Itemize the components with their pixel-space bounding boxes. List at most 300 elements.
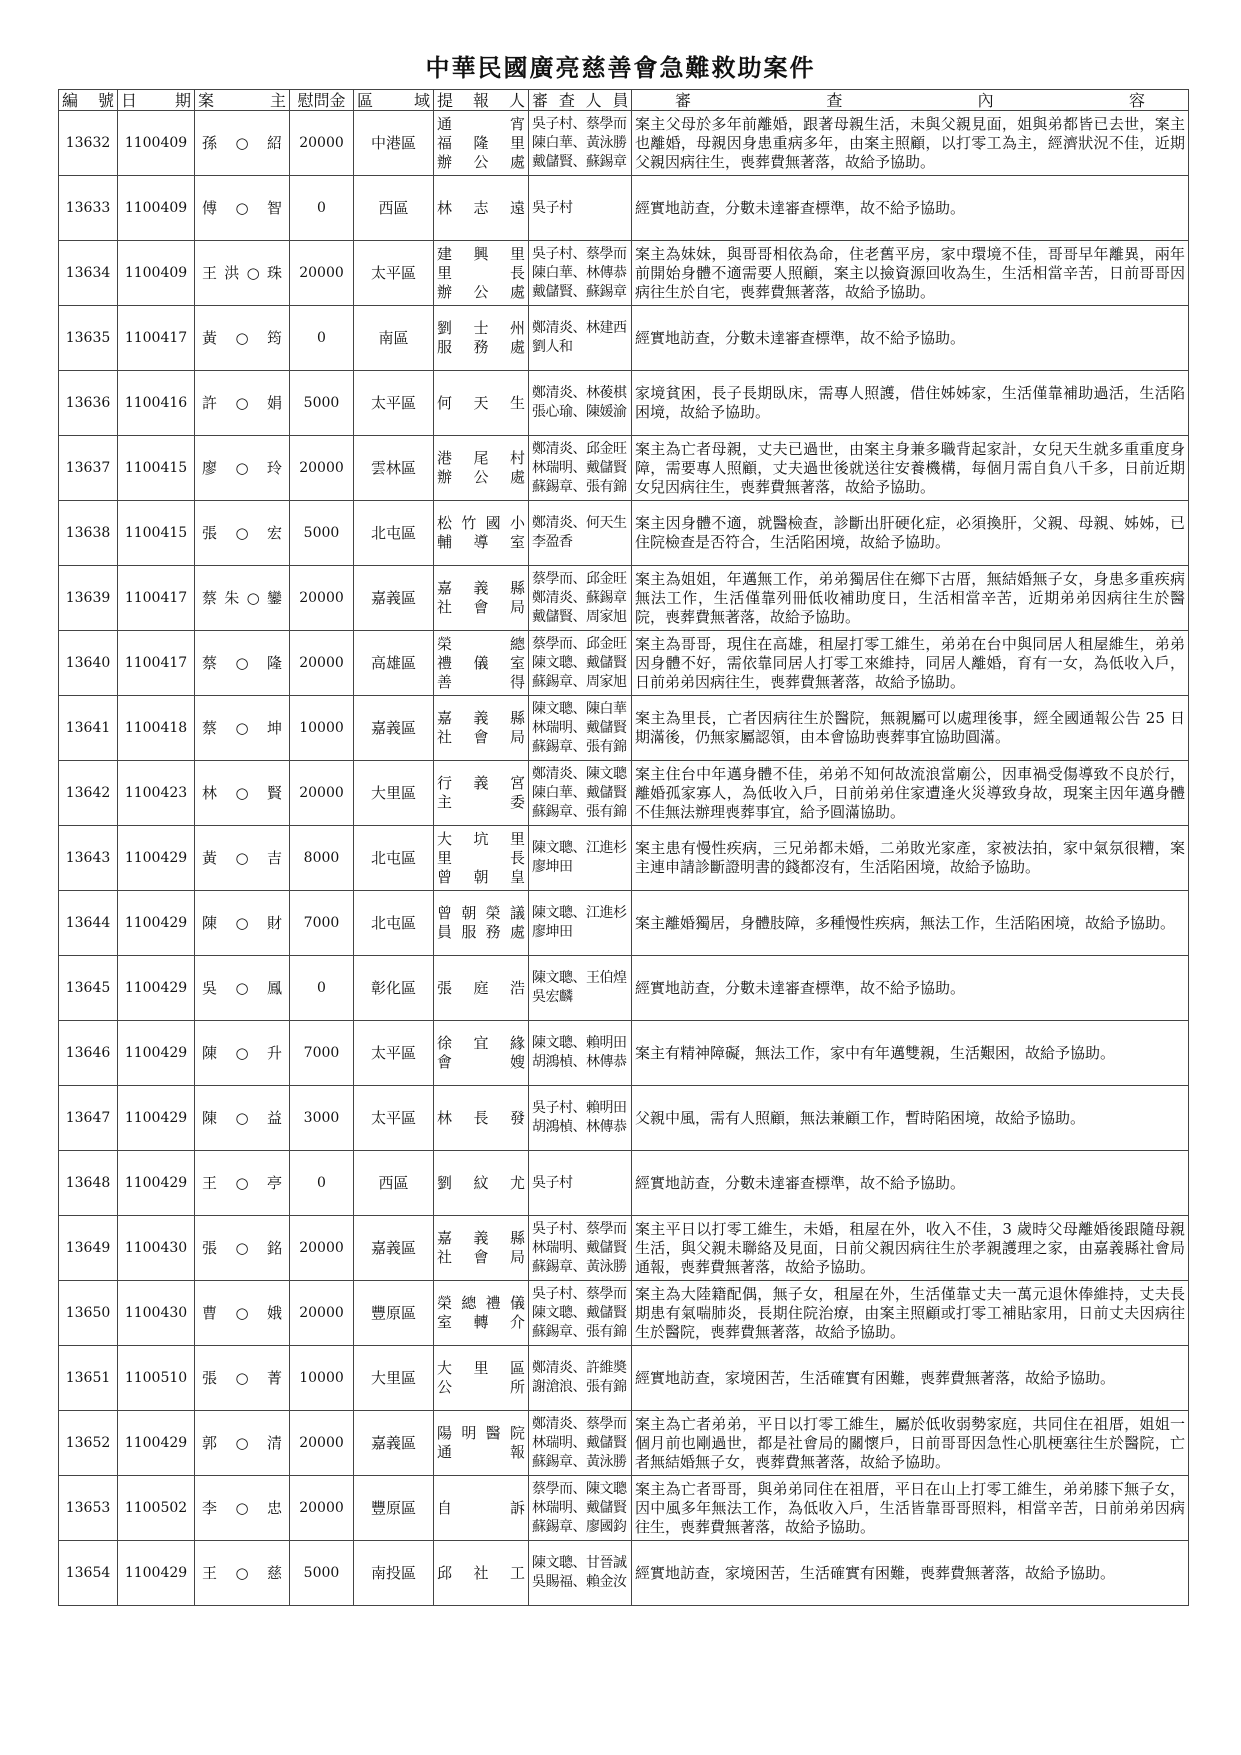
reviewer-line: 陳白華、林傳恭 [532, 264, 627, 281]
case-reporter [434, 566, 529, 631]
case-reporter [434, 1346, 529, 1411]
reviewer-line: 吳子村 [532, 199, 573, 216]
reviewer-line: 廖坤田 [532, 859, 573, 875]
reviewer-line: 陳文聰、戴儲賢 [532, 654, 627, 671]
case-date: 1100429 [118, 1151, 195, 1216]
name-char: 許 [202, 393, 218, 412]
relief-amount: 20000 [290, 111, 354, 176]
header-id [59, 90, 118, 111]
name-char: ○ [235, 393, 249, 412]
case-subject-name [195, 501, 290, 566]
review-content: 案主父母於多年前離婚，跟著母親生活，未與父親見面，姐與弟都皆已去世，案主也離婚，母親因身患重病多年，由案主照顧，以打零工為主，經濟狀況不佳，近期父親因病往生，喪葬費無著落，故給予協助。 [632, 111, 1189, 176]
case-reporter [434, 696, 529, 761]
name-char: ○ [235, 978, 249, 997]
reviewer-line: 戴儲賢、蘇錫章 [532, 153, 627, 170]
reporter-line: 辦 公 處 [437, 282, 525, 301]
review-content: 父親中風，需有人照顧，無法兼顧工作，暫時陷困境，故給予協助。 [632, 1086, 1189, 1151]
header-char: 主 [269, 90, 286, 110]
name-char: 智 [266, 198, 282, 217]
reviewer-line: 謝滄浪、張有錦 [532, 1379, 627, 1395]
case-area: 中港區 [354, 111, 434, 176]
case-subject-name [195, 306, 290, 371]
case-date: 1100429 [118, 1021, 195, 1086]
case-date: 1100417 [118, 306, 195, 371]
name-char: 曹 [202, 1303, 218, 1322]
reviewer-line: 鄭清炎、林葰棋 [532, 385, 627, 401]
name-char: ○ [235, 913, 249, 932]
name-char: 蔡 [202, 588, 218, 607]
name-char: 蔡 [202, 718, 218, 737]
relief-amount: 8000 [290, 826, 354, 891]
name-char: 清 [266, 1433, 282, 1452]
header-date [118, 90, 195, 111]
case-reviewers [529, 631, 632, 696]
case-reporter [434, 1021, 529, 1086]
case-reporter [434, 1216, 529, 1281]
case-date: 1100418 [118, 696, 195, 761]
case-date: 1100415 [118, 501, 195, 566]
review-content: 案主為哥哥，現住在高雄，租屋打零工維生，弟弟在台中與同居人租屋維生，弟弟因身體不好，需依靠同居人打零工來維持，同居人離婚，育有一女，為低收入戶，日前弟弟因病往生，喪葬費無著落，故給予協助。 [632, 631, 1189, 696]
relief-amount: 20000 [290, 566, 354, 631]
case-reviewers [529, 1151, 632, 1216]
reporter-line: 福 隆 里 [437, 133, 525, 152]
case-date: 1100417 [118, 566, 195, 631]
header-char: 期 [174, 90, 191, 110]
name-char: ○ [235, 1108, 249, 1127]
case-id: 13644 [59, 891, 118, 956]
reviewer-line: 戴儲賢、周家旭 [532, 608, 627, 625]
reporter-line: 員 服 務 處 [437, 923, 525, 941]
name-char: ○ [246, 263, 260, 282]
review-content: 經實地訪查，家境困苦，生活確實有困難，喪葬費無著落，故給予協助。 [632, 1541, 1189, 1606]
reviewer-line: 鄭清炎、陳文聰 [532, 765, 627, 782]
case-subject-name [195, 1411, 290, 1476]
relief-amount: 5000 [290, 1541, 354, 1606]
case-reviewers [529, 1021, 632, 1086]
review-content: 案主平日以打零工維生，未婚，租屋在外，收入不佳，3 歲時父母離婚後跟隨母親生活，與父親未聯絡及見面，日前父親因病往生於孝親護理之家，由嘉義縣社會局通報，喪葬費無著落，故給予協助。 [632, 1216, 1189, 1281]
reviewer-line: 蘇錫章、周家旭 [532, 673, 627, 690]
header-char: 案 [198, 90, 215, 110]
review-content: 案主患有慢性疾病，三兄弟都未婚，二弟敗光家產，家被法拍，家中氣氛很糟，案主連申請診斷證明書的錢都沒有，生活陷困境，故給予協助。 [632, 826, 1189, 891]
reviewer-line: 林瑞明、戴儲賢 [532, 719, 627, 736]
name-char: ○ [235, 1498, 249, 1517]
review-content: 經實地訪查，家境困苦，生活確實有困難，喪葬費無著落，故給予協助。 [632, 1346, 1189, 1411]
name-char: 慈 [266, 1563, 282, 1582]
case-subject-name [195, 566, 290, 631]
reviewer-line: 蘇錫章、廖國鈞 [532, 1518, 627, 1535]
relief-amount: 5000 [290, 371, 354, 436]
case-reporter [434, 176, 529, 241]
reporter-line: 曾 朝 榮 議 [437, 904, 525, 922]
reporter-line: 劉 士 州 [437, 319, 525, 337]
table-row [59, 1411, 1189, 1476]
case-subject-name [195, 696, 290, 761]
reviewer-line: 陳文聰、江進杉 [532, 905, 627, 921]
table-row [59, 891, 1189, 956]
reporter-line: 公 所 [437, 1378, 525, 1396]
name-char: ○ [235, 1563, 249, 1582]
review-content: 案主住台中年邁身體不佳，弟弟不知何故流浪當廟公，因車禍受傷導致不良於行，離婚孤家寡人，為低收入戶，日前弟弟住家遭逢火災導致身故，現案主因年邁身體不佳無法辦理喪葬事宜，給予圓滿協助。 [632, 761, 1189, 826]
case-date: 1100423 [118, 761, 195, 826]
reviewer-line: 陳文聰、甘晉誠 [532, 1555, 627, 1571]
case-reviewers [529, 306, 632, 371]
case-reviewers [529, 1476, 632, 1541]
reporter-line: 松 竹 國 小 [437, 514, 525, 532]
reviewer-line: 吳子村、蔡學而 [532, 245, 627, 262]
case-area: 嘉義區 [354, 566, 434, 631]
case-date: 1100429 [118, 826, 195, 891]
relief-amount: 5000 [290, 501, 354, 566]
name-char: 益 [266, 1108, 282, 1127]
case-subject-name [195, 371, 290, 436]
case-reporter [434, 1411, 529, 1476]
relief-amount: 20000 [290, 436, 354, 501]
case-subject-name [195, 761, 290, 826]
case-reporter [434, 1086, 529, 1151]
case-id: 13633 [59, 176, 118, 241]
header-char: 日 [121, 90, 138, 110]
case-date: 1100409 [118, 111, 195, 176]
reporter-line: 榮 總 禮 儀 [437, 1294, 525, 1312]
case-id: 13651 [59, 1346, 118, 1411]
reporter-line: 嘉 義 縣 [437, 709, 525, 727]
case-reporter [434, 891, 529, 956]
reviewer-line: 吳子村、蔡學而 [532, 1285, 627, 1302]
header-char: 審 [532, 90, 548, 110]
case-id: 13653 [59, 1476, 118, 1541]
name-char: 珠 [266, 263, 282, 282]
reviewer-line: 鄭清炎、林建西 [532, 320, 627, 336]
name-char: 傅 [202, 198, 218, 217]
case-date: 1100416 [118, 371, 195, 436]
name-char: 筠 [266, 328, 282, 347]
reviewer-line: 陳白華、黃泳勝 [532, 134, 627, 151]
case-reviewers [529, 761, 632, 826]
table-row [59, 826, 1189, 891]
review-content: 案主為妹妹，與哥哥相依為命，住老舊平房，家中環境不佳，哥哥早年離異，兩年前開始身體不適需要人照顧，案主以撿資源回收為生，生活相當辛苦，日前哥哥因病往生於自宅，喪葬費無著落，故給予協助。 [632, 241, 1189, 306]
review-content: 案主離婚獨居，身體肢障，多種慢性疾病，無法工作，生活陷困境，故給予協助。 [632, 891, 1189, 956]
case-date: 1100417 [118, 631, 195, 696]
relief-amount: 20000 [290, 761, 354, 826]
header-char: 查 [558, 90, 575, 110]
name-char: 陳 [202, 913, 218, 932]
case-area: 嘉義區 [354, 1411, 434, 1476]
case-id: 13641 [59, 696, 118, 761]
reporter-line: 通 宵 [437, 114, 525, 133]
name-char: 吉 [266, 848, 282, 867]
name-char: ○ [235, 783, 249, 802]
case-reviewers [529, 566, 632, 631]
relief-amount: 20000 [290, 241, 354, 306]
header-char: 人 [508, 90, 525, 110]
review-content: 案主為里長，亡者因病往生於醫院，無親屬可以處理後事，經全國通報公告 25 日期滿後，仍無家屬認領，由本會協助喪葬事宜協助圓滿。 [632, 696, 1189, 761]
name-char: 王 [202, 1563, 218, 1582]
reporter-line: 林 長 發 [437, 1108, 525, 1127]
relief-amount: 10000 [290, 696, 354, 761]
case-date: 1100429 [118, 1086, 195, 1151]
case-area: 西區 [354, 176, 434, 241]
case-date: 1100415 [118, 436, 195, 501]
case-id: 13632 [59, 111, 118, 176]
relief-amount: 7000 [290, 891, 354, 956]
case-subject-name [195, 956, 290, 1021]
header-char: 查 [826, 90, 843, 110]
name-char: ○ [235, 653, 249, 672]
table-header-row [59, 90, 1189, 111]
reviewer-line: 陳文聰、江進杉 [532, 840, 627, 856]
table-row [59, 1086, 1189, 1151]
case-id: 13642 [59, 761, 118, 826]
case-reviewers [529, 891, 632, 956]
table-row [59, 1281, 1189, 1346]
relief-amount: 0 [290, 956, 354, 1021]
name-char: 紹 [266, 133, 282, 152]
case-date: 1100429 [118, 956, 195, 1021]
case-reporter [434, 1151, 529, 1216]
header-char: 區 [357, 90, 374, 110]
reviewer-line: 陳白華、戴儲賢 [532, 784, 627, 801]
header-reporter [434, 90, 529, 111]
reviewer-line: 戴儲賢、蘇錫章 [532, 283, 627, 300]
review-content: 家境貧困，長子長期臥床，需專人照護，借住姊姊家，生活僅靠補助過活，生活陷困境，故給予協助。 [632, 371, 1189, 436]
name-char: ○ [235, 718, 249, 737]
name-char: 陳 [202, 1043, 218, 1062]
header-char: 員 [612, 90, 628, 110]
case-area: 北屯區 [354, 501, 434, 566]
name-char: ○ [235, 133, 249, 152]
case-subject-name [195, 241, 290, 306]
case-reviewers [529, 696, 632, 761]
case-reporter [434, 241, 529, 306]
name-char: ○ [235, 848, 249, 867]
case-subject-name [195, 1346, 290, 1411]
case-reporter [434, 1281, 529, 1346]
header-char: 域 [413, 90, 430, 110]
case-reporter [434, 1476, 529, 1541]
reviewer-line: 張心瑜、陳媛渝 [532, 404, 627, 420]
relief-amount: 3000 [290, 1086, 354, 1151]
case-area: 大里區 [354, 761, 434, 826]
reviewer-line: 陳文聰、王伯煌 [532, 970, 627, 986]
table-row [59, 1216, 1189, 1281]
name-char: 王 [202, 1173, 218, 1192]
header-char: 審 [675, 90, 692, 110]
case-id: 13640 [59, 631, 118, 696]
name-char: 玲 [266, 458, 282, 477]
case-id: 13645 [59, 956, 118, 1021]
case-date: 1100429 [118, 891, 195, 956]
relief-amount: 0 [290, 176, 354, 241]
relief-amount: 20000 [290, 631, 354, 696]
reviewer-line: 林瑞明、戴儲賢 [532, 459, 627, 476]
case-id: 13646 [59, 1021, 118, 1086]
reviewer-line: 蘇錫章、張有錦 [532, 803, 627, 820]
table-body [59, 111, 1189, 1606]
case-subject-name [195, 1541, 290, 1606]
case-area: 彰化區 [354, 956, 434, 1021]
name-char: 陳 [202, 1108, 218, 1127]
reporter-line: 大 里 區 [437, 1359, 525, 1377]
case-reviewers [529, 241, 632, 306]
case-area: 豐原區 [354, 1281, 434, 1346]
name-char: 洪 [224, 263, 240, 282]
case-area: 太平區 [354, 371, 434, 436]
case-id: 13637 [59, 436, 118, 501]
relief-cases-table [58, 89, 1189, 1606]
name-char: ○ [235, 1173, 249, 1192]
reporter-line: 大 坑 里 [437, 829, 525, 848]
reporter-line: 林 志 遠 [437, 198, 525, 217]
header-content [632, 90, 1189, 111]
reporter-line: 社 會 局 [437, 1248, 525, 1266]
table-row [59, 1151, 1189, 1216]
reporter-line: 行 義 宮 [437, 774, 525, 792]
case-date: 1100430 [118, 1216, 195, 1281]
name-char: ○ [235, 1368, 249, 1387]
reporter-line: 榮 總 [437, 634, 525, 653]
case-reporter [434, 826, 529, 891]
name-char: 銘 [266, 1238, 282, 1257]
reviewer-line: 鄭清炎、蘇錫章 [532, 589, 627, 606]
reporter-line: 邱 社 工 [437, 1563, 525, 1582]
table-row [59, 371, 1189, 436]
reporter-line: 里 長 [437, 848, 525, 867]
name-char: 鑾 [266, 588, 282, 607]
case-id: 13635 [59, 306, 118, 371]
table-row [59, 1541, 1189, 1606]
review-content: 案主有精神障礙，無法工作，家中有年邁雙親，生活艱困，故給予協助。 [632, 1021, 1189, 1086]
case-reviewers [529, 1086, 632, 1151]
case-reviewers [529, 1411, 632, 1476]
case-date: 1100430 [118, 1281, 195, 1346]
table-row [59, 631, 1189, 696]
name-char: 廖 [202, 458, 218, 477]
case-reporter [434, 306, 529, 371]
reviewer-line: 陳文聰、戴儲賢 [532, 1304, 627, 1321]
reporter-line: 辦 公 處 [437, 468, 525, 486]
case-subject-name [195, 1281, 290, 1346]
case-id: 13634 [59, 241, 118, 306]
table-row [59, 696, 1189, 761]
case-date: 1100409 [118, 176, 195, 241]
case-reviewers [529, 436, 632, 501]
reviewer-line: 吳子村、賴明田 [532, 1100, 627, 1116]
reviewer-line: 劉人和 [532, 339, 573, 355]
reporter-line: 禮 儀 室 [437, 653, 525, 672]
reviewer-line: 蘇錫章、張有錦 [532, 1323, 627, 1340]
reporter-line: 善 得 [437, 672, 525, 691]
reporter-line: 室 轉 介 [437, 1313, 525, 1331]
header-char: 號 [97, 90, 114, 110]
name-char: ○ [235, 328, 249, 347]
name-char: 郭 [202, 1433, 218, 1452]
case-area: 嘉義區 [354, 696, 434, 761]
case-area: 雲林區 [354, 436, 434, 501]
case-id: 13654 [59, 1541, 118, 1606]
table-row [59, 436, 1189, 501]
reviewer-line: 蔡學而、陳文聰 [532, 1480, 627, 1497]
case-subject-name [195, 1216, 290, 1281]
reporter-line: 陽 明 醫 院 [437, 1424, 525, 1442]
relief-amount: 0 [290, 1151, 354, 1216]
case-subject-name [195, 631, 290, 696]
reporter-line: 曾 朝 皇 [437, 867, 525, 886]
table-row [59, 761, 1189, 826]
reporter-line: 辦 公 處 [437, 152, 525, 171]
case-area: 豐原區 [354, 1476, 434, 1541]
case-area: 北屯區 [354, 891, 434, 956]
case-date: 1100502 [118, 1476, 195, 1541]
reviewer-line: 陳文聰、賴明田 [532, 1035, 627, 1051]
case-area: 南區 [354, 306, 434, 371]
reporter-line: 主 委 [437, 793, 525, 811]
case-reviewers [529, 826, 632, 891]
header-area [354, 90, 434, 111]
case-reporter [434, 1541, 529, 1606]
review-content: 案主為姐姐，年邁無工作，弟弟獨居住在鄉下古厝，無結婚無子女，身患多重疾病無法工作，生活僅靠列冊低收補助度日，生活相當辛苦，近期弟弟因病往生於醫院，喪葬費無著落，故給予協助。 [632, 566, 1189, 631]
table-row [59, 176, 1189, 241]
table-row [59, 1476, 1189, 1541]
case-date: 1100429 [118, 1411, 195, 1476]
case-reporter [434, 111, 529, 176]
reporter-line: 徐 宜 緣 [437, 1034, 525, 1052]
reviewer-line: 陳文聰、陳白華 [532, 700, 627, 717]
reviewer-line: 鄭清炎、何天生 [532, 515, 627, 531]
header-char: 內 [977, 90, 994, 110]
reviewer-line: 吳子村、蔡學而 [532, 115, 627, 132]
relief-amount: 10000 [290, 1346, 354, 1411]
review-content: 經實地訪查，分數未達審查標準，故不給予協助。 [632, 306, 1189, 371]
name-char: 鳳 [266, 978, 282, 997]
name-char: 賢 [266, 783, 282, 802]
case-area: 太平區 [354, 1086, 434, 1151]
reviewer-line: 蘇錫章、黃泳勝 [532, 1453, 627, 1470]
reviewer-line: 胡鴻楨、林傳恭 [532, 1054, 627, 1070]
reviewer-line: 蔡學而、邱金旺 [532, 635, 627, 652]
name-char: ○ [235, 1043, 249, 1062]
name-char: 張 [202, 523, 218, 542]
name-char: 隆 [266, 653, 282, 672]
reviewer-line: 林瑞明、戴儲賢 [532, 1499, 627, 1516]
name-char: 王 [202, 263, 218, 282]
reporter-line: 張 庭 浩 [437, 978, 525, 997]
case-area: 高雄區 [354, 631, 434, 696]
reviewer-line: 林瑞明、戴儲賢 [532, 1434, 627, 1451]
name-char: 黃 [202, 328, 218, 347]
table-row [59, 306, 1189, 371]
case-id: 13638 [59, 501, 118, 566]
header-reviewers [529, 90, 632, 111]
relief-amount: 7000 [290, 1021, 354, 1086]
name-char: 升 [266, 1043, 282, 1062]
header-char: 人 [585, 90, 602, 110]
name-char: 忠 [266, 1498, 282, 1517]
review-content: 案主為亡者母親，丈夫已過世，由案主身兼多職背起家計，女兒天生就多重重度身障，需要專人照顧，丈夫過世後就送往安養機構，每個月需自負八千多，日前近期女兒因病往生，喪葬費無著落，故給予協助。 [632, 436, 1189, 501]
reviewer-line: 吳子村、蔡學而 [532, 1220, 627, 1237]
relief-amount: 20000 [290, 1411, 354, 1476]
case-reviewers [529, 1541, 632, 1606]
case-reporter [434, 371, 529, 436]
case-id: 13649 [59, 1216, 118, 1281]
reviewer-line: 蘇錫章、張有錦 [532, 738, 627, 755]
name-char: ○ [235, 198, 249, 217]
case-reviewers [529, 956, 632, 1021]
case-reporter [434, 501, 529, 566]
case-id: 13652 [59, 1411, 118, 1476]
name-char: 吳 [202, 978, 218, 997]
review-content: 案主為亡者弟弟，平日以打零工維生，屬於低收弱勢家庭，共同住在祖厝，姐姐一個月前也剛過世，都是社會局的關懷戶，日前哥哥因急性心肌梗塞往生於醫院，亡者無結婚無子女，喪葬費無著落，故給予協助。 [632, 1411, 1189, 1476]
case-subject-name [195, 111, 290, 176]
